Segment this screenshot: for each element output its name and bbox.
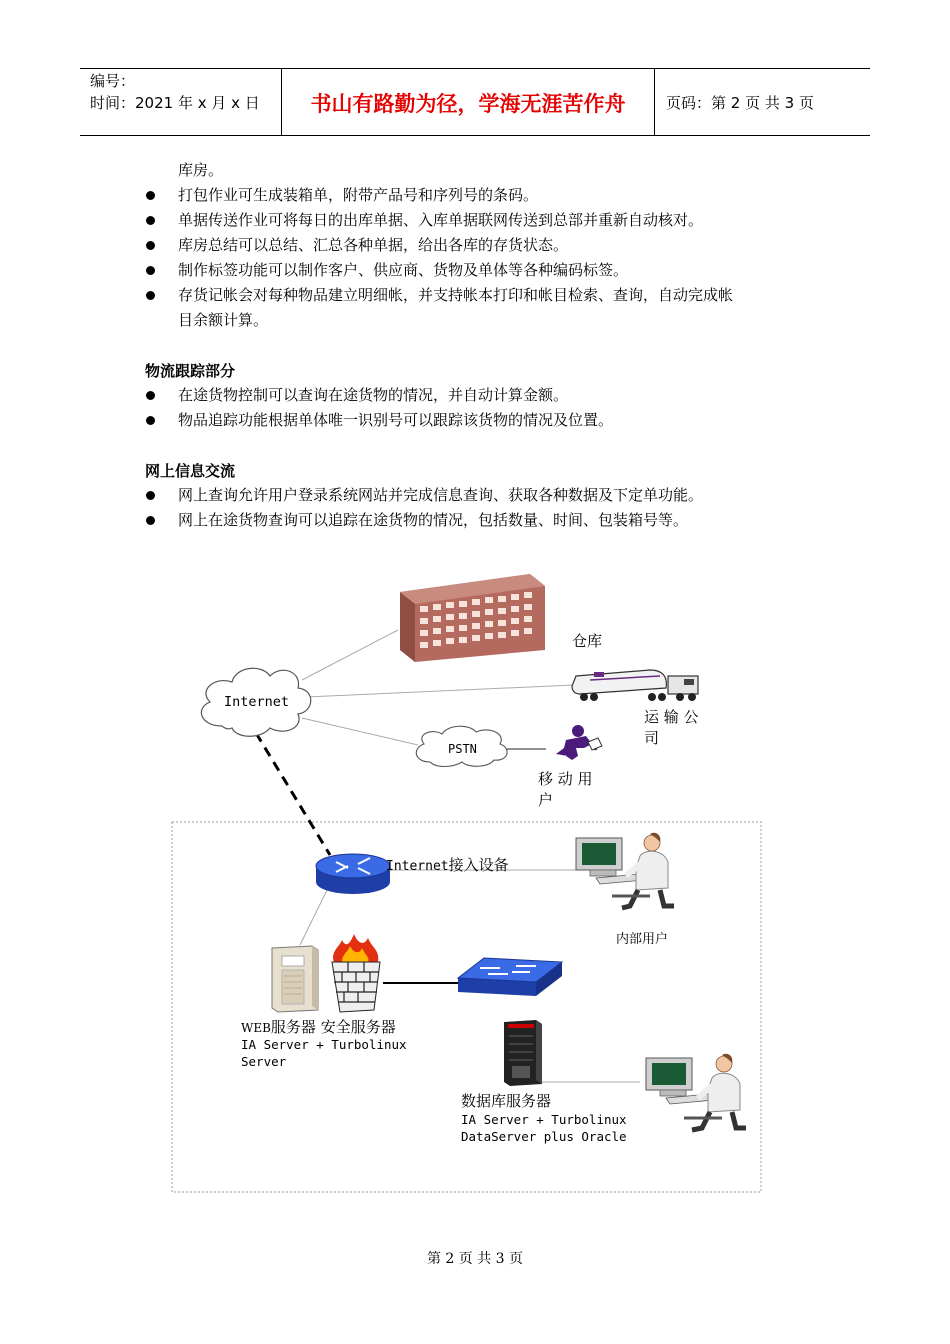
list-item: 打包作业可生成装箱单，附带产品号和序列号的条码。 (178, 186, 539, 204)
switch-icon (458, 958, 562, 996)
web-server-text: 服务器 安全服务器 (270, 1018, 396, 1036)
web-server-icon (272, 946, 318, 1012)
warehouse-building-icon (400, 574, 545, 662)
page-footer: 第 2 页 共 3 页 (426, 1251, 524, 1267)
header-page-info: 页码：第 2 页 共 3 页 (666, 94, 814, 112)
access-device-text: 接入设备 (448, 856, 509, 874)
mobile-user-label-2: 户 (538, 791, 554, 809)
transport-company-label-2: 司 (644, 729, 660, 747)
list-item: 网上查询允许用户登录系统网站并完成信息查询、获取各种数据及下定单功能。 (178, 486, 704, 504)
section-heading-online: 网上信息交流 (145, 462, 236, 480)
list-item: 单据传送作业可将每日的出库单据、入库单据联网传送到总部并重新自动核对。 (178, 211, 704, 229)
web-server-label (241, 1016, 396, 1037)
web-server-software-2: Server (241, 1054, 287, 1069)
database-user-workstation-icon (646, 1054, 746, 1130)
internet-label: Internet (224, 694, 290, 710)
document-date: 时间：2021 年 x 月 x 日 (90, 94, 260, 112)
list-item-continuation: 目余额计算。 (178, 311, 269, 329)
list-item: 网上在途货物查询可以追踪在途货物的情况，包括数量、时间、包装箱号等。 (178, 511, 689, 529)
mobile-user-label-1: 移 动 用 (538, 770, 593, 788)
db-server-software-2: DataServer plus Oracle (461, 1129, 627, 1144)
transport-truck-icon (572, 670, 698, 701)
transport-company-label-1: 运 输 公 (644, 708, 699, 726)
section-heading-tracking: 物流跟踪部分 (145, 362, 236, 380)
internal-user-label: 内部用户 (616, 932, 669, 947)
list-item: 制作标签功能可以制作客户、供应商、货物及单体等各种编码标签。 (178, 261, 629, 279)
access-device-label (386, 854, 509, 875)
list-item: 库房总结可以总结、汇总各种单据，给出各库的存货状态。 (178, 236, 569, 254)
router-icon (316, 854, 390, 894)
list-item: 存货记帐会对每种物品建立明细帐，并支持帐本打印和帐目检索、查询，自动完成帐 (178, 286, 734, 304)
list-item: 在途货物控制可以查询在途货物的情况，并自动计算金额。 (178, 386, 569, 404)
mobile-user-icon (556, 725, 602, 760)
web-server-software-1: IA Server + Turbolinux (241, 1037, 407, 1052)
firewall-icon (332, 934, 380, 1012)
header-motto: 书山有路勤为径，学海无涯苦作舟 (310, 92, 626, 116)
document-number: 编号： (90, 72, 136, 90)
dashed-wan-link (256, 733, 330, 855)
database-server-icon (504, 1020, 542, 1086)
pstn-label: PSTN (448, 742, 477, 756)
web-server-prefix: WEB (241, 1021, 271, 1035)
list-item: 物品追踪功能根据单体唯一识别号可以跟踪该货物的情况及位置。 (178, 411, 614, 429)
access-device-prefix: Internet (386, 859, 449, 874)
continuation-text: 库房。 (178, 161, 224, 179)
warehouse-label: 仓库 (572, 632, 603, 650)
db-server-label: 数据库服务器 (461, 1092, 552, 1110)
internal-user-workstation-icon (576, 833, 674, 908)
db-server-software-1: IA Server + Turbolinux (461, 1112, 627, 1127)
